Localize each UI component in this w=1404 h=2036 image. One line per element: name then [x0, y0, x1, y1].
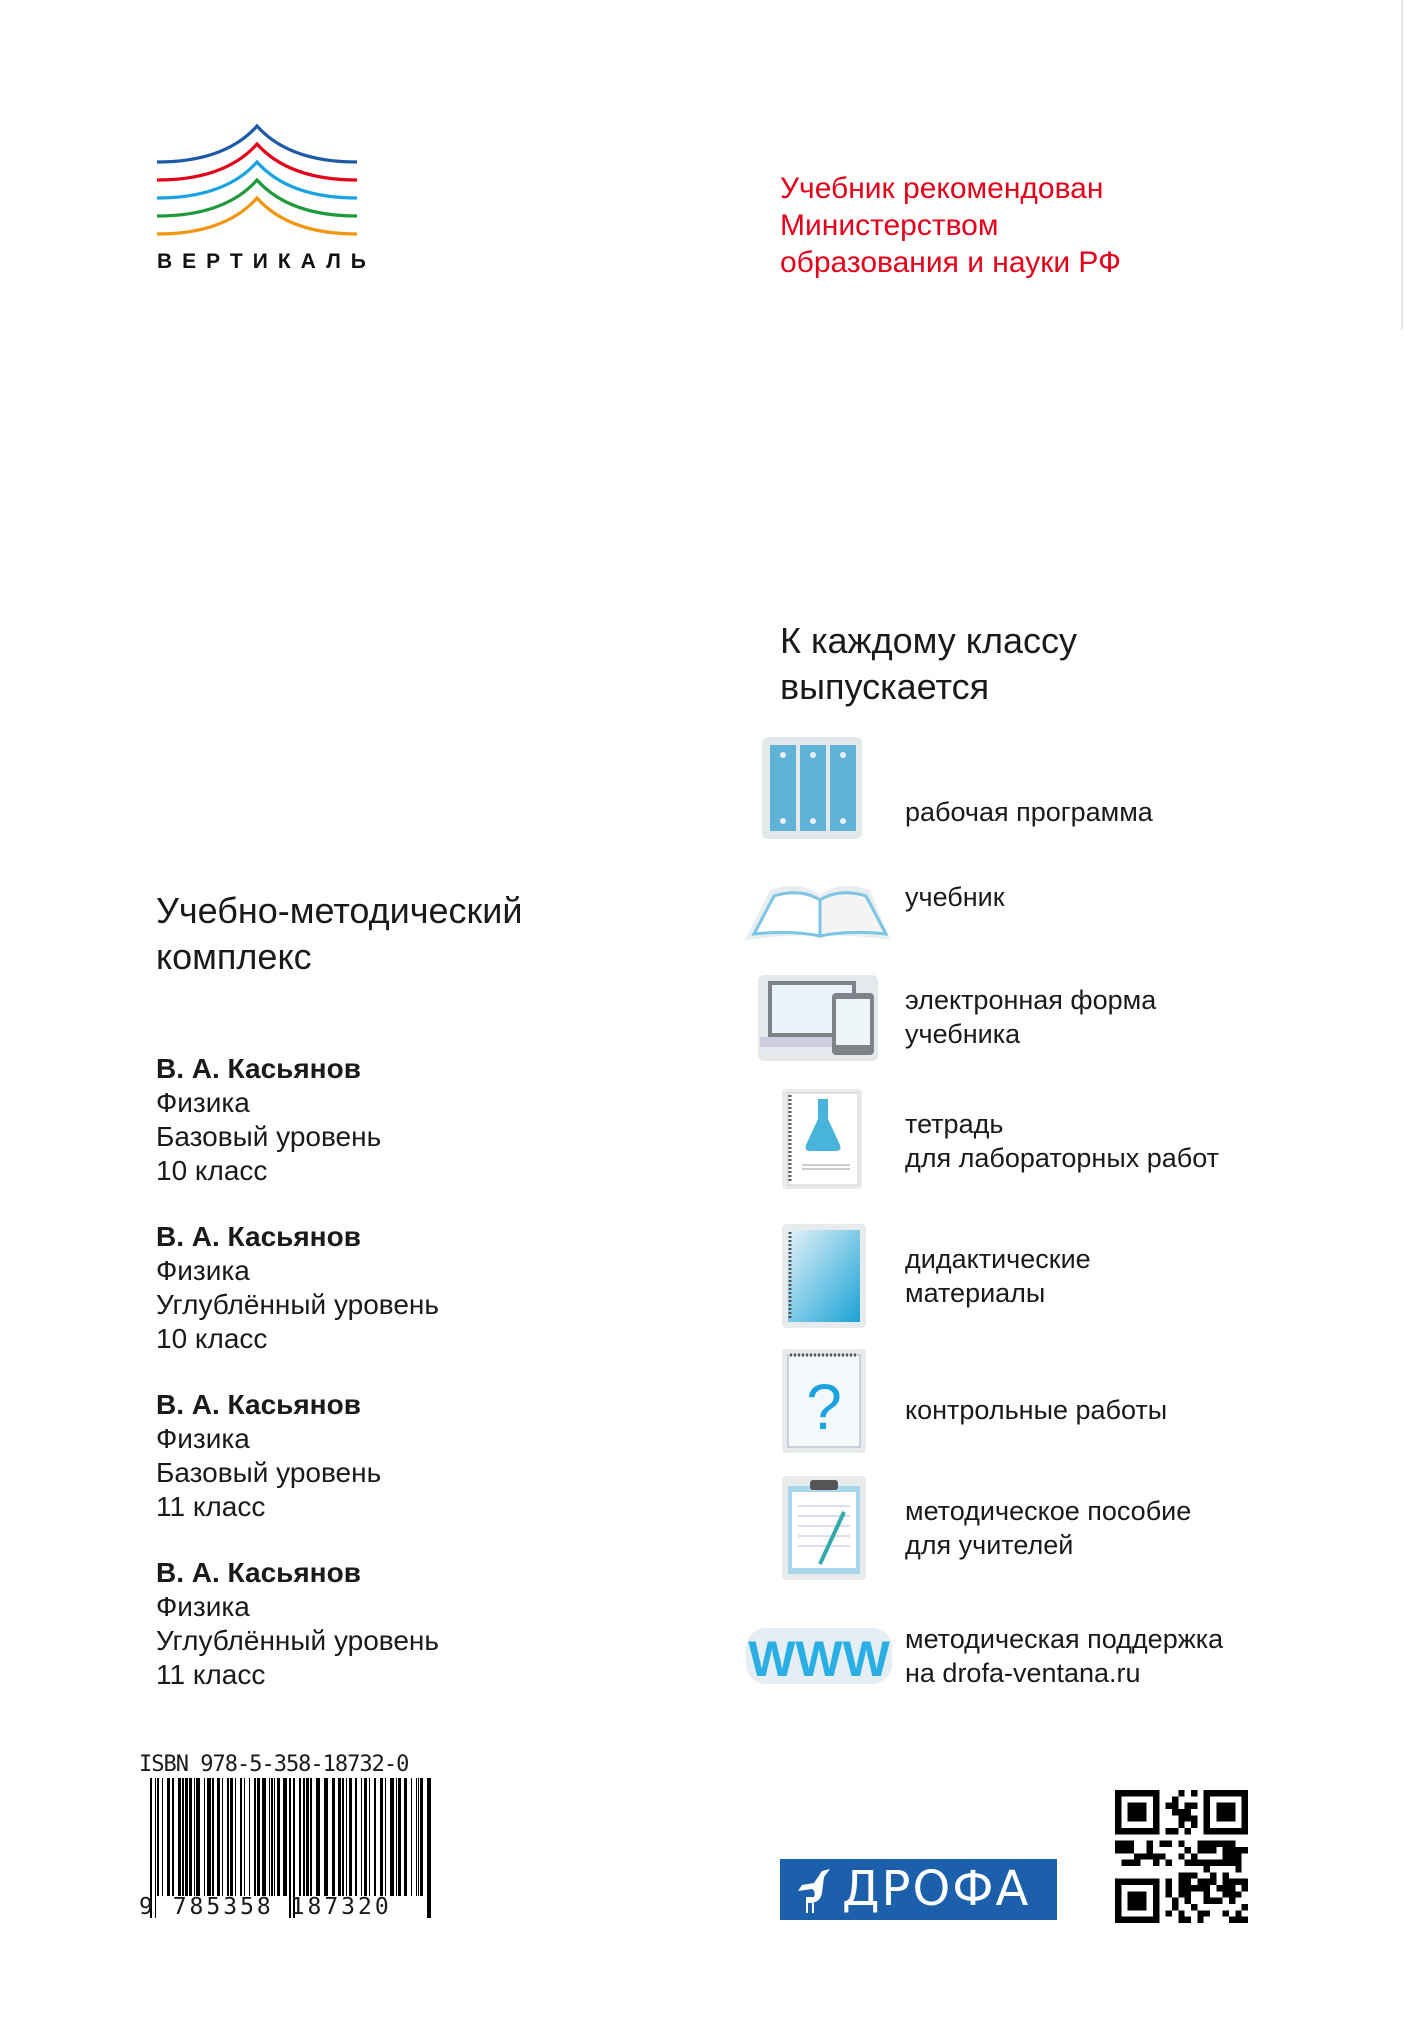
book-level: Углублённый уровень: [156, 1289, 439, 1320]
binders-icon: [740, 735, 900, 845]
clipboard-pen-icon: [740, 1472, 900, 1582]
recommendation-line: образования и науки РФ: [780, 246, 1121, 279]
book-author: В. А. Касьянов: [156, 1389, 361, 1420]
kit-title: [780, 618, 1077, 710]
kit-item-label: контрольные работы: [905, 1395, 1168, 1425]
open-book-icon: [740, 850, 900, 960]
book-entry: [156, 1556, 439, 1692]
book-subject: Физика: [156, 1423, 250, 1454]
kit-item-label: методическая поддержка: [905, 1624, 1224, 1654]
book-grade: 10 класс: [156, 1155, 268, 1186]
kit-item: [740, 1085, 1380, 1195]
book-entry: [156, 1052, 381, 1188]
book-grade: 11 класс: [156, 1491, 266, 1522]
book-author: В. А. Касьянов: [156, 1221, 361, 1252]
recommendation-note: [780, 170, 1121, 281]
book-subject: Физика: [156, 1087, 250, 1118]
kit-item: [740, 965, 1380, 1075]
kit-item: [740, 735, 1380, 845]
umk-title: [156, 888, 523, 980]
kit-item-label: на drofa-ventana.ru: [905, 1658, 1141, 1688]
kit-item-label: материалы: [905, 1278, 1046, 1308]
kit-title-line: К каждому классу: [780, 620, 1077, 661]
page-edge: [1401, 0, 1403, 330]
recommendation-line: Учебник рекомендован: [780, 172, 1104, 205]
kit-item-label: учебник: [905, 882, 1005, 912]
book-level: Углублённый уровень: [156, 1625, 439, 1656]
book-level: Базовый уровень: [156, 1121, 382, 1152]
www-icon: [740, 1600, 900, 1710]
book-level: Базовый уровень: [156, 1457, 382, 1488]
book-author: В. А. Касьянов: [156, 1557, 361, 1588]
kit-item-label: электронная форма: [905, 985, 1157, 1015]
bird-icon: [792, 1867, 837, 1915]
publisher-logo: [780, 1859, 1057, 1920]
book-grade: 11 класс: [156, 1659, 266, 1690]
laptop-tablet-icon: [740, 965, 900, 1075]
logo-text: ВЕРТИКАЛЬ: [157, 250, 376, 273]
notebook-icon: [740, 1220, 900, 1330]
kit-title-line: выпускается: [780, 666, 990, 707]
kit-item-label: рабочая программа: [905, 797, 1153, 827]
book-author: В. А. Касьянов: [156, 1053, 361, 1084]
umk-title-line: Учебно-методический: [156, 890, 523, 931]
barcode-digits: 9 785358 187320: [139, 1894, 392, 1920]
svg-text:WWW: WWW: [748, 1631, 890, 1687]
kit-item-label: методическое пособие: [905, 1496, 1192, 1526]
recommendation-line: Министерством: [780, 209, 999, 242]
kit-item-label: дидактические: [905, 1244, 1091, 1274]
publisher-name: ДРОФА: [842, 1861, 1031, 1917]
book-subject: Физика: [156, 1255, 250, 1286]
isbn-text: ISBN 978-5-358-18732-0: [139, 1752, 409, 1777]
book-subject: Физика: [156, 1591, 250, 1622]
book-entry: [156, 1220, 439, 1356]
qr-code-icon: [1115, 1790, 1248, 1923]
book-entry: [156, 1388, 381, 1524]
lab-notebook-flask-icon: [740, 1085, 900, 1195]
kit-item: [740, 1600, 1380, 1710]
kit-item-label: тетрадь: [905, 1109, 1004, 1139]
kit-item-label: для учителей: [905, 1530, 1074, 1560]
kit-item: [740, 850, 1380, 960]
kit-item: [740, 1472, 1380, 1582]
kit-item-label: учебника: [905, 1019, 1021, 1049]
umk-title-line: комплекс: [156, 936, 312, 977]
kit-item-label: для лабораторных работ: [905, 1143, 1220, 1173]
kit-item: [740, 1220, 1380, 1330]
kit-item: [740, 1345, 1380, 1455]
book-grade: 10 класс: [156, 1323, 268, 1354]
question-notebook-icon: [740, 1345, 900, 1455]
svg-text:?: ?: [806, 1371, 842, 1443]
